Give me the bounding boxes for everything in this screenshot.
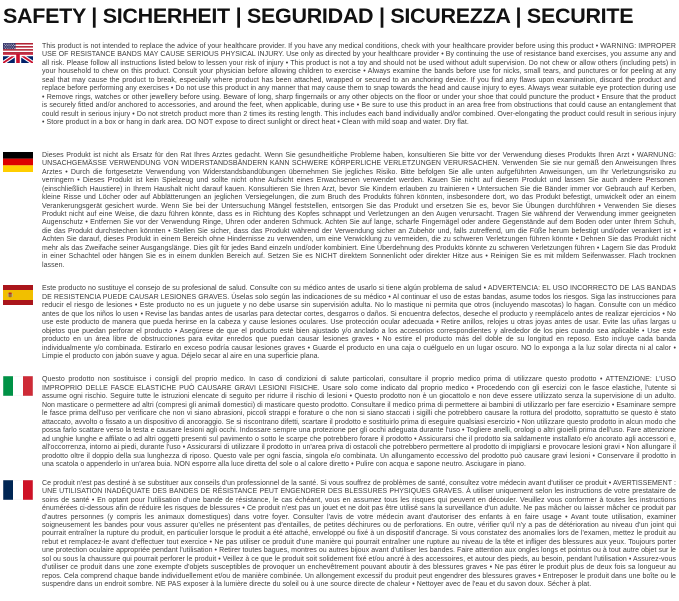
spain-flag-icon [3, 285, 33, 305]
section-english [3, 43, 676, 128]
section-french [3, 480, 676, 590]
safety-text-english: This product is not intended to replace the advice of your healthcare provider. If you have any medical conditions, check with your healthcare provider before using this product • WARNING: IMPROPER USE OF RESISTANCE BANDS MAY CAUSE SERIOUS PHYSICAL INJURY. Use only as directed by your healthcare provider • By continuing the use of resistance band exercises, you assume any and all risk. Please follow all instructions listed below to lessen your risk of injury • This product is not a toy and should not be used without adult supervision. Do not chew or allow others (including pets) in your household to chew on this product. Consult your physician before allowing children to exercise • Always examine the bands before use for nicks, small tears, and punctures or for peeling at any seal that may cause the product to break, especially where product has been attached, wrapped or secured to an anchoring device. If you find any flaws upon examination, discard the product and replace before performing any exercises • Do not use this product in any manner that may cause them to snap towards the head and cause injury to eyes. Always wear suitable eye protection during use • Remove rings, watches or other jewellery before using. Beware of long, sharp fingernails or any other objects on the floor or under your shoe that could puncture the product • Ensure that the product is securely fitted and/or anchored to accessories, and around the feet, when applicable, during use • Be sure to use this product in an area free from obstructions that could cause an entanglement that could result in serious injury • Do not stretch product more than 2 times its resting length. This includes each band individually and/or combined. Over-elongating the product could result in serious injury • Store product in a box or hang in dark area. DO NOT expose to direct sunlight or direct heat • Clean with mild soap and water. Dry flat. [42, 43, 676, 127]
safety-text-german: Dieses Produkt ist nicht als Ersatz für den Rat Ihres Arztes gedacht. Wenn Sie gesundheitliche Probleme haben, konsultieren Sie bitte vor der Verwendung dieses Produkts Ihren Arzt • WARNUNG: UNSACHGEMÄSSE VERWENDUNG VON WIDERSTANDSBÄNDERN KANN SCHWERE KÖRPERLICHE VERLETZUNGEN VERURSACHEN. Verwenden Sie sie nur gemäß den Anweisungen Ihres Arztes • Durch die fortgesetzte Verwendung von Widerstandsbandübungen übernehmen Sie jegliches Risiko. Bitte befolgen Sie alle unten aufgeführten Anweisungen, um Ihr Verletzungsrisiko zu verringern • Dieses Produkt ist kein Spielzeug und sollte nicht ohne Aufsicht eines Erwachsenen verwendet werden. Kauen Sie nicht auf diesem Produkt und lassen Sie auch andere Personen (einschließlich Haustiere) in Ihrem Haushalt nicht darauf kauen. Konsultieren Sie Ihren Arzt, bevor Sie Kindern erlauben zu trainieren • Untersuchen Sie die Bänder immer vor Gebrauch auf Kerben, kleine Risse und Löcher oder auf Abblätterungen an jeglichen Versiegelungen, die zum Bruch des Produkts führen könnten, insbesondere dort, wo das Produkt befestigt, umwickelt oder an einem Verankerungsgerät gesichert wurde. Wenn Sie bei der Untersuchung Mängel feststellen, entsorgen Sie das Produkt und ersetzen Sie es, bevor Sie Übungen durchführen • Verwenden Sie dieses Produkt nicht auf eine Weise, die dazu führen könnte, dass es in Richtung des Kopfes schnappt und Verletzungen an den Augen verursacht. Tragen Sie während der Verwendung immer geeigneten Augenschutz • Entfernen Sie vor der Verwendung Ringe, Uhren oder anderen Schmuck. Achten Sie auf lange, scharfe Fingernägel oder andere Gegenstände auf dem Boden oder unter Ihrem Schuh, die das Produkt durchstechen könnten • Stellen Sie sicher, dass das Produkt während der Verwendung sicher an Zubehör und, falls zutreffend, um die Füße herum befestigt und/oder verankert ist • Achten Sie darauf, dieses Produkt in einem Bereich ohne Hindernisse zu verwenden, um eine Verwicklung zu vermeiden, die zu schweren Verletzungen führen könnte • Dehnen Sie das Produkt nicht mehr als das Zweifache seiner Ausgangslänge. Dies gilt für jedes Band einzeln und/oder kombiniert. Eine Überdehnung des Produkts könnte zu schweren Verletzungen führen • Lagern Sie das Produkt in einer Schachtel oder hängen Sie es in einem dunklen Bereich auf. Setzen Sie es NICHT direktem Sonnenlicht oder direkter Hitze aus • Reinigen Sie es mit mildem Seifenwasser. Flach trocknen lassen. [42, 151, 676, 269]
safety-text-spanish: Este producto no sustituye el consejo de su profesional de salud. Consulte con su médico antes de usarlo si tiene algún problema de salud • ADVERTENCIA: EL USO INCORRECTO DE LAS BANDAS DE RESISTENCIA PUEDE CAUSAR LESIONES GRAVES. Úselas solo según las indicaciones de su médico • Al continuar el uso de estas bandas, asume todos los riesgos. Siga las instrucciones para reducir el riesgo de lesiones • Este producto no es un juguete y no debe usarse sin supervisión adulta. No lo mastique ni permita que otros (incluyendo mascotas) lo hagan. Consulte con un médico antes de que los niños lo usen • Revise las bandas antes de usarlas para detectar cortes, desgarros o daños. Si encuentra defectos, deseche el producto y reemplácelo antes de realizar ejercicios • No use este producto de manera que pueda herirse en la cabeza y cause lesiones oculares. Use protección ocular adecuada • Retire anillos, relojes u otras joyas antes de usar. Evite las uñas largas u objetos que puedan perforar el producto • Asegúrese de que el producto esté bien ajustado y/o anclado a los accesorios correspondientes y alrededor de los pies cuando sea aplicable • Use este producto en un área libre de obstrucciones para evitar enredos que puedan causar lesiones graves • No estire el producto más del doble de su longitud en reposo. Esto incluye cada banda individualmente y/o combinada. Estirarlo en exceso podría causar lesiones graves • Guarde el producto en una caja o cuélguelo en un lugar oscuro. NO lo exponga a la luz solar directa ni al calor • Limpie el producto con jabón suave y agua. Déjelo secar al aire en una superficie plana. [42, 285, 676, 360]
france-flag-icon [3, 480, 33, 500]
page-title: SAFETY | SICHERHEIT | SEGURIDAD | SICUREZZA | SECURITE [3, 4, 634, 28]
section-german [3, 152, 676, 271]
section-spanish [3, 285, 676, 361]
safety-text-french: Ce produit n'est pas destiné à se substituer aux conseils d'un professionnel de la santé. Si vous souffrez de problèmes de santé, consultez votre médecin avant d'utiliser ce produit • AVERTISSEMENT : UNE UTILISATION INADÉQUATE DES BANDES DE RÉSISTANCE PEUT ENGENDRER DES BLESSURES PHYSIQUES GRAVES. À utiliser uniquement selon les instructions de votre prestataire de soins de santé • En optant pour l'utilisation d'une bande de résistance, le cas échéant, vous en assumez tous les risques qui peuvent en découler. Veuillez vous conformer à toutes les instructions énumérées ci-dessous afin de réduire les risques de blessures • Ce produit n'est pas un jouet et ne doit pas être utilisé sans la surveillance d'un adulte. Ne pas mâcher ou laisser mâcher ce produit par d'autres personnes (y compris les animaux domestiques) dans votre foyer. Consulter l'avis de votre médecin avant d'autoriser des enfants à en faire usage • Avant toute utilisation, examiner soigneusement les bandes pour vous assurer qu'elles ne présentent pas d'entailles, de petites déchirures ou de perforations. En outre, vérifier qu'il n'y a pas de détérioration au niveau d'un joint qui pourrait entraîner la rupture du produit, en particulier lorsque le produit a été attaché, enveloppé ou fixé à un dispositif d'ancrage. Si vous constatez des anomalies lors de l'examen, mettez le produit au rebut et remplacez-le avant d'effectuer tout exercice • Ne pas utiliser ce produit d'une manière qui pourrait entraîner une rupture au niveau de la tête et infliger des blessures aux yeux. Toujours porter une protection oculaire appropriée pendant l'utilisation • Retirer toutes bagues, montres ou autres bijoux avant d'utiliser les bandes. Faire attention aux ongles longs et pointus ou à tout autre objet sur le sol ou sous la chaussure qui pourrait perforer le produit • Veillez à ce que le produit soit solidement fixé et/ou ancré à des accessoires, et autour des pieds, au besoin, pendant l'utilisation • Assurez-vous d'utiliser ce produit dans une zone exempte d'objets susceptibles de provoquer un enchevêtrement pouvant aboutir à des blessures graves • Ne pas étirer le produit plus de deux fois sa longueur au repos. Cela comprend chaque bande individuellement et/ou de manière combinée. Un allongement excessif du produit peut engendrer des blessures graves • Entreposer le produit dans une boîte ou le suspendre dans un endroit sombre. NE PAS exposer à la lumière directe du soleil ou à une source directe de chaleur • Nettoyer avec de l'eau et du savon doux. Sécher à plat. [42, 479, 676, 589]
us-uk-flag-icon [3, 43, 33, 63]
safety-text-italian: Questo prodotto non sostituisce i consigli del proprio medico. In caso di condizioni di salute particolari, consultare il proprio medico prima di utilizzare questo prodotto • ATTENZIONE: L'USO IMPROPRIO DELLE FASCE ELASTICHE PUÒ CAUSARE GRAVI LESIONI FISICHE. Usare solo come indicato dal proprio medico • Procedendo con gli esercizi con le fasce elastiche, l'utente si assume ogni rischio. Seguire tutte le istruzioni elencate di seguito per ridurre il rischio di lesioni • Questo prodotto non è un giocattolo e non deve essere utilizzato senza la supervisione di un adulto. Non masticare o permettere ad altri (compresi gli animali domestici) di masticare questo prodotto. Consultare il medico prima di permettere ai bambini di utilizzarlo per fare esercizio • Esaminare sempre le fasce prima dell'uso per verificare che non vi siano abrasioni, piccoli strappi e forature o che non si siano staccati i sigilli che potrebbero causare la rottura del prodotto, soprattutto se questo è stato attaccato, avvolto o fissato a un dispositivo di ancoraggio. Se si riscontrano difetti, scartare il prodotto e sostituirlo prima di eseguire qualsiasi esercizio • Non utilizzare questo prodotto in alcun modo che possa farlo scattare verso la testa e causare lesioni agli occhi. Indossare sempre una protezione per gli occhi adeguata durante l'uso • Togliere anelli, orologi o altri gioielli prima dell'uso. Fare attenzione ad unghie lunghe e affilate o ad altri oggetti presenti sul pavimento o sotto le scarpe che potrebbero forare il prodotto • Assicurarsi che il prodotto sia saldamente installato e/o ancorato agli accessori e, all'occorrenza, intorno ai piedi, durante l'uso • Assicurarsi di utilizzare il prodotto in un'area priva di ostacoli che potrebbero permettere al prodotto di impigliarsi e provocare lesioni gravi • Non allungare il prodotto oltre il doppio della sua lunghezza di riposo. Questo vale per ogni fascia, singola e/o combinata. Un allungamento eccessivo del prodotto può causare gravi lesioni • Conservare il prodotto in una scatola o appenderlo in un'area buia. NON esporre alla luce diretta del sole o al calore diretto • Pulire con acqua e sapone neutro. Asciugare in piano. [42, 376, 676, 469]
section-italian [3, 376, 676, 469]
italy-flag-icon [3, 376, 33, 396]
germany-flag-icon [3, 152, 33, 172]
